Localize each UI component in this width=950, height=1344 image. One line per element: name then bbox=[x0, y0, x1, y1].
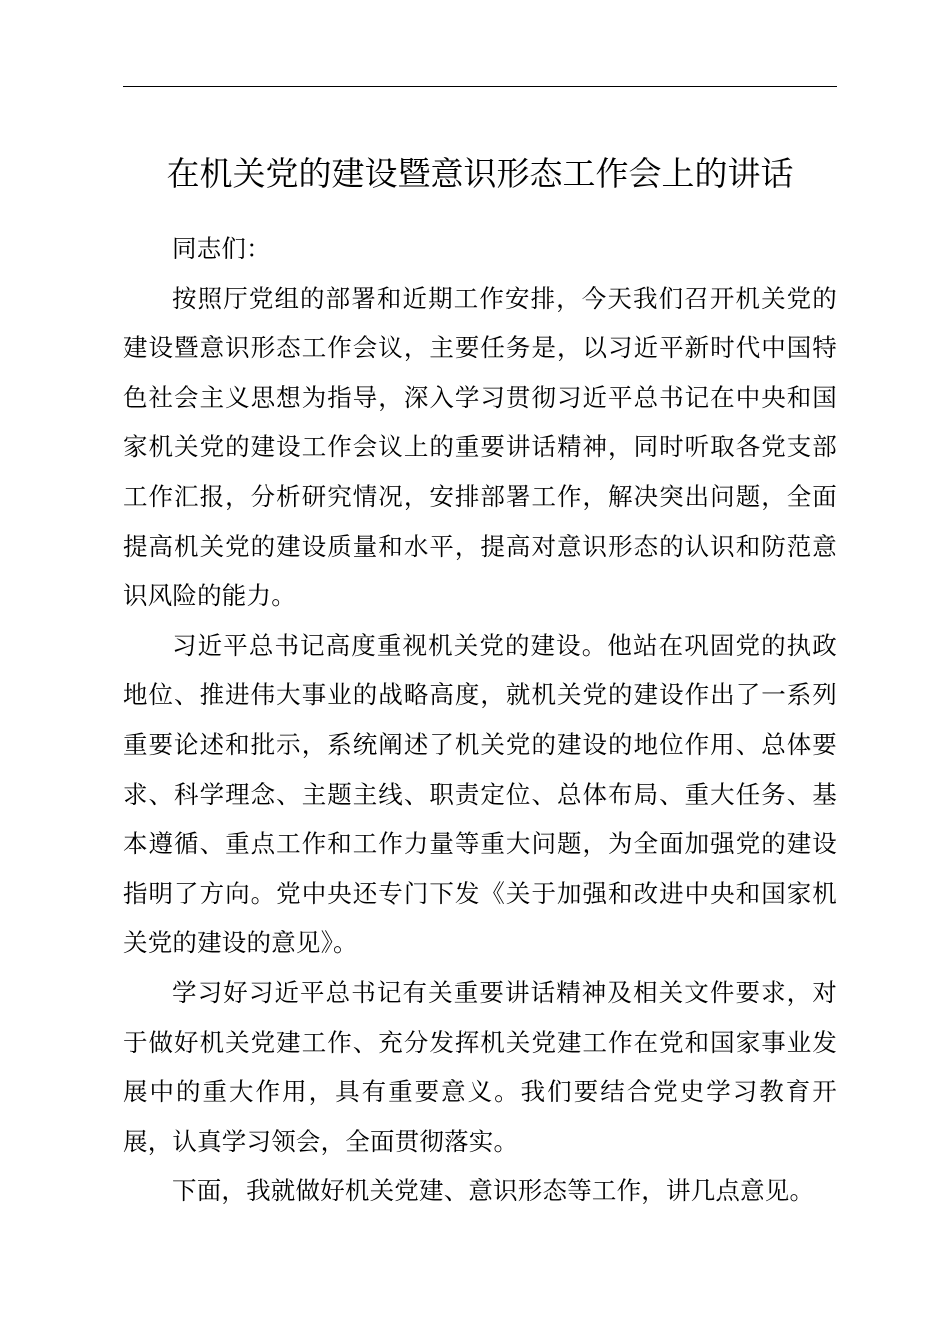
header-rule bbox=[123, 86, 837, 87]
paragraph-3: 学习好习近平总书记有关重要讲话精神及相关文件要求，对于做好机关党建工作、充分发挥机关党建工作在党和国家事业发展中的重大作用，具有重要意义。我们要结合党史学习教育开展，认真学习领会，全面贯彻落实。 bbox=[123, 977, 837, 1156]
document-title: 在机关党的建设暨意识形态工作会上的讲话 bbox=[166, 154, 794, 193]
salutation: 同志们： bbox=[172, 234, 271, 263]
paragraph-1: 按照厅党组的部署和近期工作安排，今天我们召开机关党的建设暨意识形态工作会议，主要任务是，以习近平新时代中国特色社会主义思想为指导，深入学习贯彻习近平总书记在中央和国家机关党的建设工作会议上的重要讲话精神，同时听取各党支部工作汇报，分析研究情况，安排部署工作，解决突出问题，全面提高机关党的建设质量和水平，提高对意识形态的认识和防范意识风险的能力。 bbox=[123, 283, 837, 611]
paragraph-2: 习近平总书记高度重视机关党的建设。他站在巩固党的执政地位、推进伟大事业的战略高度，就机关党的建设作出了一系列重要论述和批示，系统阐述了机关党的建设的地位作用、总体要求、科学理念、主题主线、职责定位、总体布局、重大任务、基本遵循、重点工作和工作力量等重大问题，为全面加强党的建设指明了方向。党中央还专门下发《关于加强和改进中央和国家机关党的建设的意见》。 bbox=[123, 630, 837, 958]
document-body bbox=[123, 224, 837, 1216]
paragraph-4: 下面，我就做好机关党建、意识形态等工作，讲几点意见。 bbox=[172, 1176, 815, 1206]
